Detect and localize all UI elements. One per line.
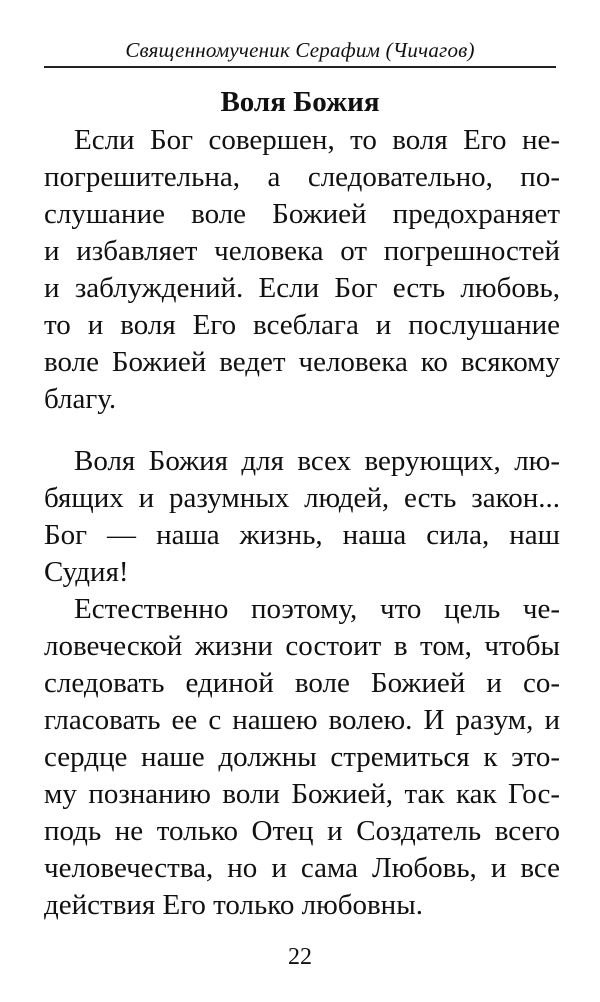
text-line: гласовать ее с нашею волею. И разум, и	[44, 704, 560, 736]
text-line: погрешительна, а следовательно, по-	[44, 161, 560, 193]
text-line: Судия!	[44, 556, 129, 588]
text-line: Естественно поэтому, что цель че-	[74, 593, 560, 625]
text-line: действия Его только любовны.	[44, 889, 423, 921]
text-line: то и воля Его всеблага и послушание	[44, 309, 560, 341]
page-number: 22	[288, 944, 312, 970]
section-title: Воля Божия	[220, 86, 380, 118]
text-line: ловеческой жизни состоит в том, чтобы	[44, 630, 560, 662]
text-line: человечества, но и сама Любовь, и все	[44, 852, 560, 884]
paragraph-3	[44, 591, 560, 924]
text-line: бящих и разумных людей, есть закон...	[44, 482, 560, 514]
text-line: сердце наше должны стремиться к это-	[44, 741, 560, 773]
paragraph-2	[44, 443, 560, 591]
paragraph-1	[44, 122, 560, 418]
text-line: му познанию воли Божией, так как Гос-	[44, 778, 560, 810]
text-line: благу.	[44, 383, 117, 415]
text-line: и избавляет человека от погрешностей	[44, 235, 560, 267]
text-line: Если Бог совершен, то воля Его не-	[74, 124, 560, 156]
text-line: Бог — наша жизнь, наша сила, наш	[44, 519, 560, 551]
text-line: слушание воле Божией предохраняет	[44, 198, 560, 230]
text-line: и заблуждений. Если Бог есть любовь,	[44, 272, 560, 304]
running-header: Священномученик Серафим (Чичагов)	[125, 38, 475, 62]
header-rule	[44, 66, 556, 68]
text-line: воле Божией ведет человека ко всякому	[44, 346, 560, 378]
text-line: следовать единой воле Божией и со-	[44, 667, 560, 699]
text-line: подь не только Отец и Создатель всего	[44, 815, 560, 847]
text-line: Воля Божия для всех верующих, лю-	[74, 445, 560, 477]
